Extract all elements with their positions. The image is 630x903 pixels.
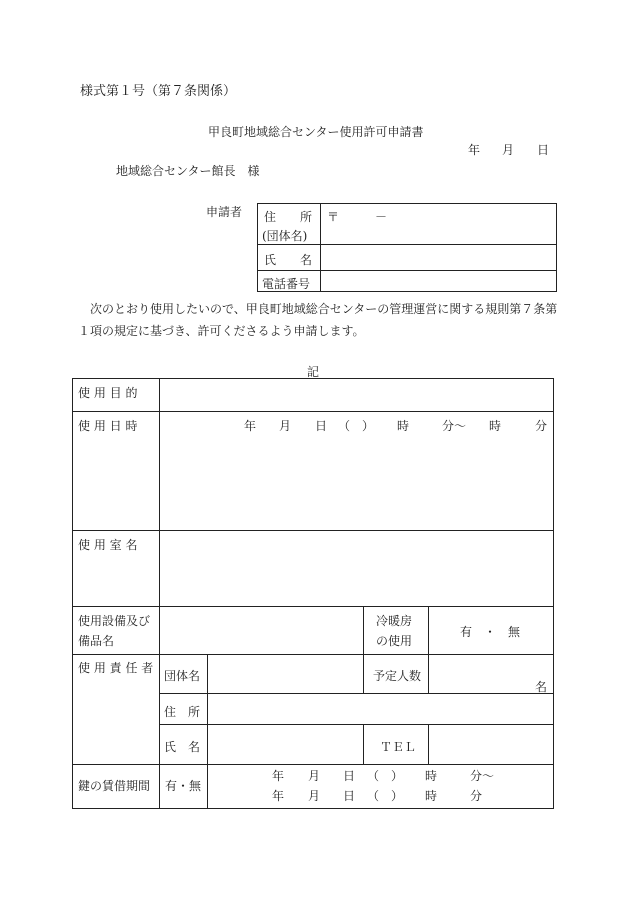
applicant-label: 申請者 (206, 205, 243, 219)
key2-year: 年 (272, 789, 285, 803)
datetime-label: 使 用 日 時 (78, 419, 138, 433)
postal-mark-icon: 〒 (327, 210, 340, 224)
key-value[interactable]: 有・無 (165, 779, 202, 793)
equipment-label-1: 使用設備及び (78, 614, 151, 628)
main-row-line (72, 764, 554, 765)
main-col-line (207, 654, 208, 764)
dt-year: 年 (244, 419, 257, 433)
applicant-row-line (257, 244, 557, 245)
dt-paren: （ ） (338, 419, 375, 433)
room-label: 使 用 室 名 (78, 538, 138, 552)
document-title: 甲良町地域総合センター使用許可申請書 (208, 125, 424, 139)
addressee: 地域総合センター館長 様 (116, 164, 260, 178)
dt-day: 日 (315, 419, 328, 433)
dt-min: 分 (535, 419, 548, 433)
main-col-line (207, 764, 208, 809)
key2-month: 月 (308, 789, 321, 803)
form-number: 様式第１号（第７条関係） (80, 84, 237, 99)
applicant-address-label: 住 所 (264, 210, 313, 224)
key2-paren: （ ） (367, 789, 404, 803)
applicant-row-line (257, 270, 557, 271)
heating-label-2: の使用 (376, 634, 413, 648)
dt-min-from: 分～ (442, 419, 467, 433)
people-unit: 名 (535, 680, 548, 694)
heating-value[interactable]: 有 ・ 無 (460, 625, 521, 639)
main-row-line (72, 606, 554, 607)
key2-hour: 時 (425, 789, 438, 803)
key1-month: 月 (308, 769, 321, 783)
tel-label: ＴＥＬ (380, 740, 417, 754)
equipment-label-2: 備品名 (78, 634, 115, 648)
body-text-line1: 次のとおり使用したいので、甲良町地域総合センターの管理運営に関する規則第７条第 (90, 302, 558, 316)
main-col-line (363, 606, 364, 693)
expected-people-label: 予定人数 (373, 669, 422, 683)
key1-hour: 時 (425, 769, 438, 783)
resp-name-label: 氏 名 (164, 740, 201, 754)
dt-hour: 時 (397, 419, 410, 433)
applicant-name-label: 氏 名 (264, 253, 313, 267)
main-row-line (160, 693, 554, 694)
main-col-line (363, 724, 364, 764)
dt-month: 月 (279, 419, 292, 433)
main-row-line (160, 724, 554, 725)
key1-min: 分～ (470, 769, 495, 783)
purpose-label: 使 用 目 的 (78, 386, 138, 400)
main-table (72, 378, 554, 809)
responsible-label: 使 用 責 任 者 (78, 661, 154, 675)
ki-label: 記 (307, 365, 320, 379)
main-row-line (72, 411, 554, 412)
main-col-line (428, 606, 429, 693)
applicant-phone-label: 電話番号 (262, 277, 311, 291)
applicant-divider (320, 203, 321, 292)
resp-address-label: 住 所 (164, 705, 201, 719)
key2-day: 日 (343, 789, 356, 803)
key-label: 鍵の賃借期間 (78, 779, 151, 793)
body-text-line2: １項の規定に基づき、許可くださるよう申請します。 (78, 324, 365, 338)
main-row-line (72, 530, 554, 531)
date-month: 月 (502, 143, 515, 157)
key1-paren: （ ） (367, 769, 404, 783)
key1-day: 日 (343, 769, 356, 783)
postal-dash: － (375, 210, 388, 224)
key2-min: 分 (470, 789, 483, 803)
main-col-line (428, 724, 429, 764)
heating-label-1: 冷暖房 (376, 614, 413, 628)
main-row-line (72, 654, 554, 655)
resp-org-label: 団体名 (164, 669, 201, 683)
dt-hour2: 時 (489, 419, 502, 433)
date-year: 年 (468, 143, 481, 157)
date-day: 日 (537, 143, 550, 157)
main-col-line (159, 378, 160, 809)
applicant-org-label: (団体名) (262, 229, 308, 243)
key1-year: 年 (272, 769, 285, 783)
